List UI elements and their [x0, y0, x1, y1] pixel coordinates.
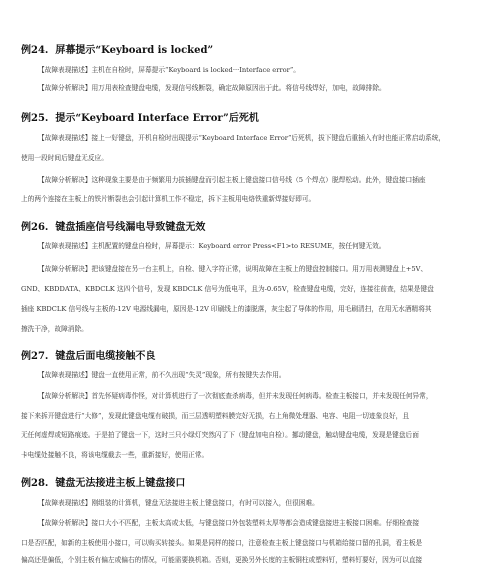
paragraph-line: 【故障分析解决】用万用表检查键盘电缆，发现信号线断裂，确定故障原因出于此。将信号线焊好，加电，故障排除。 [38, 84, 386, 92]
section-heading-26 [21, 218, 205, 233]
paragraph-line: 【故障分析解决】接口大小不匹配，主板太高或太低，与键盘接口外包装塑料太厚等都会造成键盘接进主板接口困难。仔细检查接 [38, 519, 420, 527]
paragraph-line: 使用一段时间后键盘无反应。 [21, 154, 108, 162]
section-title: 键盘插座信号线漏电导致键盘无效 [55, 222, 206, 233]
section-heading-28 [21, 474, 185, 489]
section-number: 例25. [21, 113, 49, 124]
section-title: 提示“Keyboard Interface Error”后死机 [55, 113, 259, 124]
section-heading-27 [21, 347, 155, 362]
section-title: 屏幕提示“Keyboard is locked” [55, 45, 214, 56]
paragraph-line: 擦洗干净，故障消除。 [21, 325, 88, 333]
section-title: 键盘无法接进主板上键盘接口 [55, 478, 186, 489]
paragraph-line: 【故障表现描述】刚组装的计算机，键盘无法接进主板上键盘接口，有时可以接入，但很困难。 [38, 499, 319, 507]
paragraph-line: 接下来拆开键盘进行“大修”，发现此键盘电缆有破损，而三层透明塑料膜完好无损，右上角微处理器、电容、电阻一切迹象良好，且 [21, 412, 410, 420]
section-number: 例24. [21, 45, 49, 56]
section-number: 例28. [21, 478, 49, 489]
paragraph-line: 【故障表现描述】接上一好键盘，开机自检时出现提示“Keyboard Interface Error”后死机，拔下键盘后重插入有时也能正常启动系统， [38, 134, 446, 142]
paragraph-line: GND、KBDDATA、KBDCLK 这四个信号，发现 KBDCLK 信号为低电平，且为-0.65V，检查键盘电缆，完好，连接往前查，结果是键盘 [21, 285, 434, 293]
paragraph-line: 口是否匹配，如新的主板使用小接口，可以购买转接头。如果是同样的接口，注意检查主板上键盘接口与机箱给接口留的孔洞，看主板是 [21, 539, 423, 547]
paragraph-line: 【故障分析解决】把该键盘接在另一台主机上，自检、键入字符正常，说明故障在主板上的键盘控制接口。用万用表测键盘上+5V、 [38, 265, 428, 273]
paragraph-line: 【故障分析解决】这种现象主要是由于频繁用力拔插键盘而引起主板上键盘接口信号线（5 个焊点）脱焊松动。此外，键盘接口插座 [38, 176, 426, 184]
section-heading-25 [21, 109, 259, 124]
section-number: 例27. [21, 351, 49, 362]
paragraph-line: 卡电缆处接触不良，将该电缆截去一些，重新接好，使用正常。 [21, 451, 209, 459]
section-title: 键盘后面电缆接触不良 [55, 351, 156, 362]
paragraph-line: 无任何虚焊或短路痕迹。于是拍了键盘一下，这时三只小绿灯突然闪了下（键盘加电自检）。挪动键盘，触动键盘电缆，发现是键盘后面 [21, 431, 419, 439]
paragraph-line: 【故障分析解决】首先怀疑病毒作怪，对计算机进行了一次彻底查杀病毒，但并未发现任何病毒。检查主板接口，并未发现任何异常， [38, 392, 433, 400]
paragraph-line: 上的两个连接在主板上的铁片断裂也会引起计算机工作不稳定，拆下主板用电烙铁重新焊接好即可。 [21, 195, 316, 203]
paragraph-line: 偏高还是偏低，个别主板有偏左或偏右的情况，可能需要换机箱。否则，更换另外长度的主板铜柱或塑料钉，塑料钉要好，因为可以直接 [21, 556, 423, 564]
paragraph-line: 【故障表现描述】键盘一直使用正常，前不久出现“失灵”现象，所有按键失去作用。 [38, 371, 286, 379]
paragraph-line: 【故障表现描述】主机配置的键盘自检时，屏幕提示：Keyboard error Press<F1>to RESUME，按任何键无效。 [38, 242, 386, 250]
section-heading-24 [21, 41, 213, 56]
section-number: 例26. [21, 222, 49, 233]
paragraph-line: 插座 KBDCLK 信号线与主板的-12V 电源线漏电，原因是-12V 印刷线上的漆脱落，灰尘起了导体的作用，用毛刷清扫，在用无水酒精将其 [21, 305, 432, 313]
paragraph-line: 【故障表现描述】主机在自检时，屏幕提示“Keyboard is locked···Interface error”。 [38, 66, 300, 74]
